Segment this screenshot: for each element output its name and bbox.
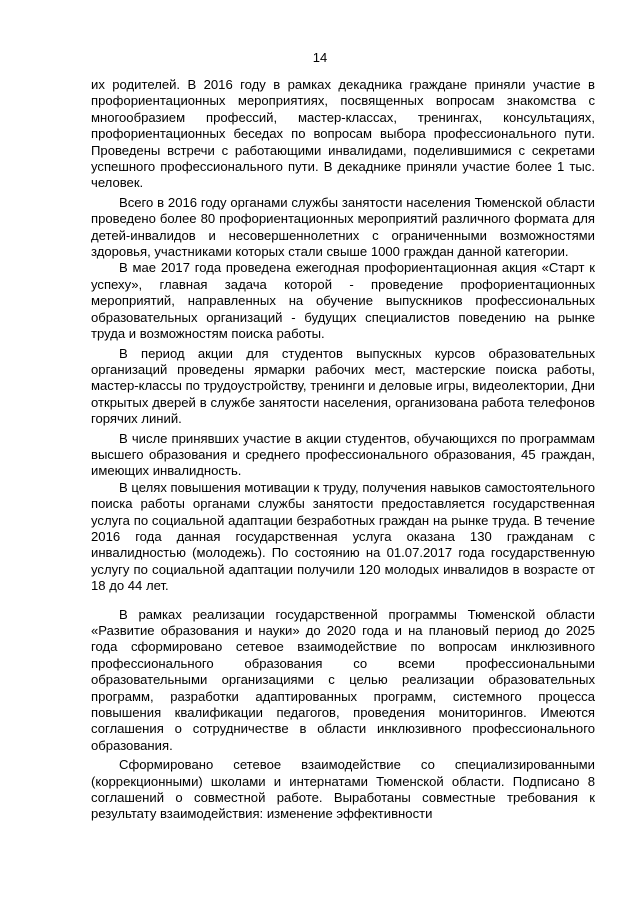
paragraph-start-to-success: В мае 2017 года проведена ежегодная профориентационная акция «Старт к успеху», главная задача которой - проведение профориентационных мероприятий, направленных на обучение выпускников профессиональных образовательных организаций - будущих специалистов поведению на рынке труда и возможностям поиска работы.	[91, 260, 595, 342]
paragraph-state-program: В рамках реализации государственной программы Тюменской области «Развитие образования и науки» до 2020 года и на плановый период до 2025 года сформировано сетевое взаимодействие по вопросам инклюзивного профессионального образования со всеми профессиональными образовательными организациями с целью реализации образовательных программ, разработки адаптированных программ, системного процесса повышения квалификации педагогов, проведения мониторингов. Имеются соглашения о сотрудничестве в области инклюзивного профессионального образования.	[91, 606, 595, 753]
paragraph-network-schools: Сформировано сетевое взаимодействие со специализированными (коррекционными) школами и интернатами Тюменской области. Подписано 8 соглашений о совместной работе. Выработаны совместные требования к результату взаимодействия: изменение эффективности	[91, 757, 595, 822]
body-text	[91, 77, 595, 823]
paragraph-action-period: В период акции для студентов выпускных курсов образовательных организаций проведены ярмарки рабочих мест, мастерские поиска работы, мастер-классы по трудоустройству, тренинги и деловые игры, видеолектории, Дни открытых дверей в службе занятости населения, организована работа телефонов горячих линий.	[91, 345, 595, 427]
paragraph-social-adaptation: В целях повышения мотивации к труду, получения навыков самостоятельного поиска работы органами службы занятости предоставляется государственная услуга по социальной адаптации безработных граждан на рынке труда. В течение 2016 года данная государственная услуга оказана 130 гражданам с инвалидностью (молодежь). По состоянию на 01.07.2017 года государственную услугу по социальной адаптации получили 120 молодых инвалидов в возрасте от 18 до 44 лет.	[91, 479, 595, 594]
paragraph-continuation: их родителей. В 2016 году в рамках декадника граждане приняли участие в профориентационных мероприятиях, посвященных вопросам знакомства с многообразием профессий, мастер-классах, тренингах, консультациях, профориентационных беседах по вопросам выбора профессионального пути. Проведены встречи с работающими инвалидами, поделившимися с секретами успешного профессионального пути. В декаднике приняли участие более 1 тыс. человек.	[91, 77, 595, 191]
page-number: 14	[312, 50, 328, 65]
paragraph-career-events: Всего в 2016 году органами службы занятости населения Тюменской области проведено более 80 профориентационных мероприятий различного формата для детей-инвалидов и несовершеннолетних с ограниченными возможностями здоровья, участниками которых стали свыше 1000 граждан данной категории.	[91, 194, 595, 260]
paragraph-participants: В числе принявших участие в акции студентов, обучающихся по программам высшего образования и среднего профессионального образования, 45 граждан, имеющих инвалидность.	[91, 430, 595, 479]
